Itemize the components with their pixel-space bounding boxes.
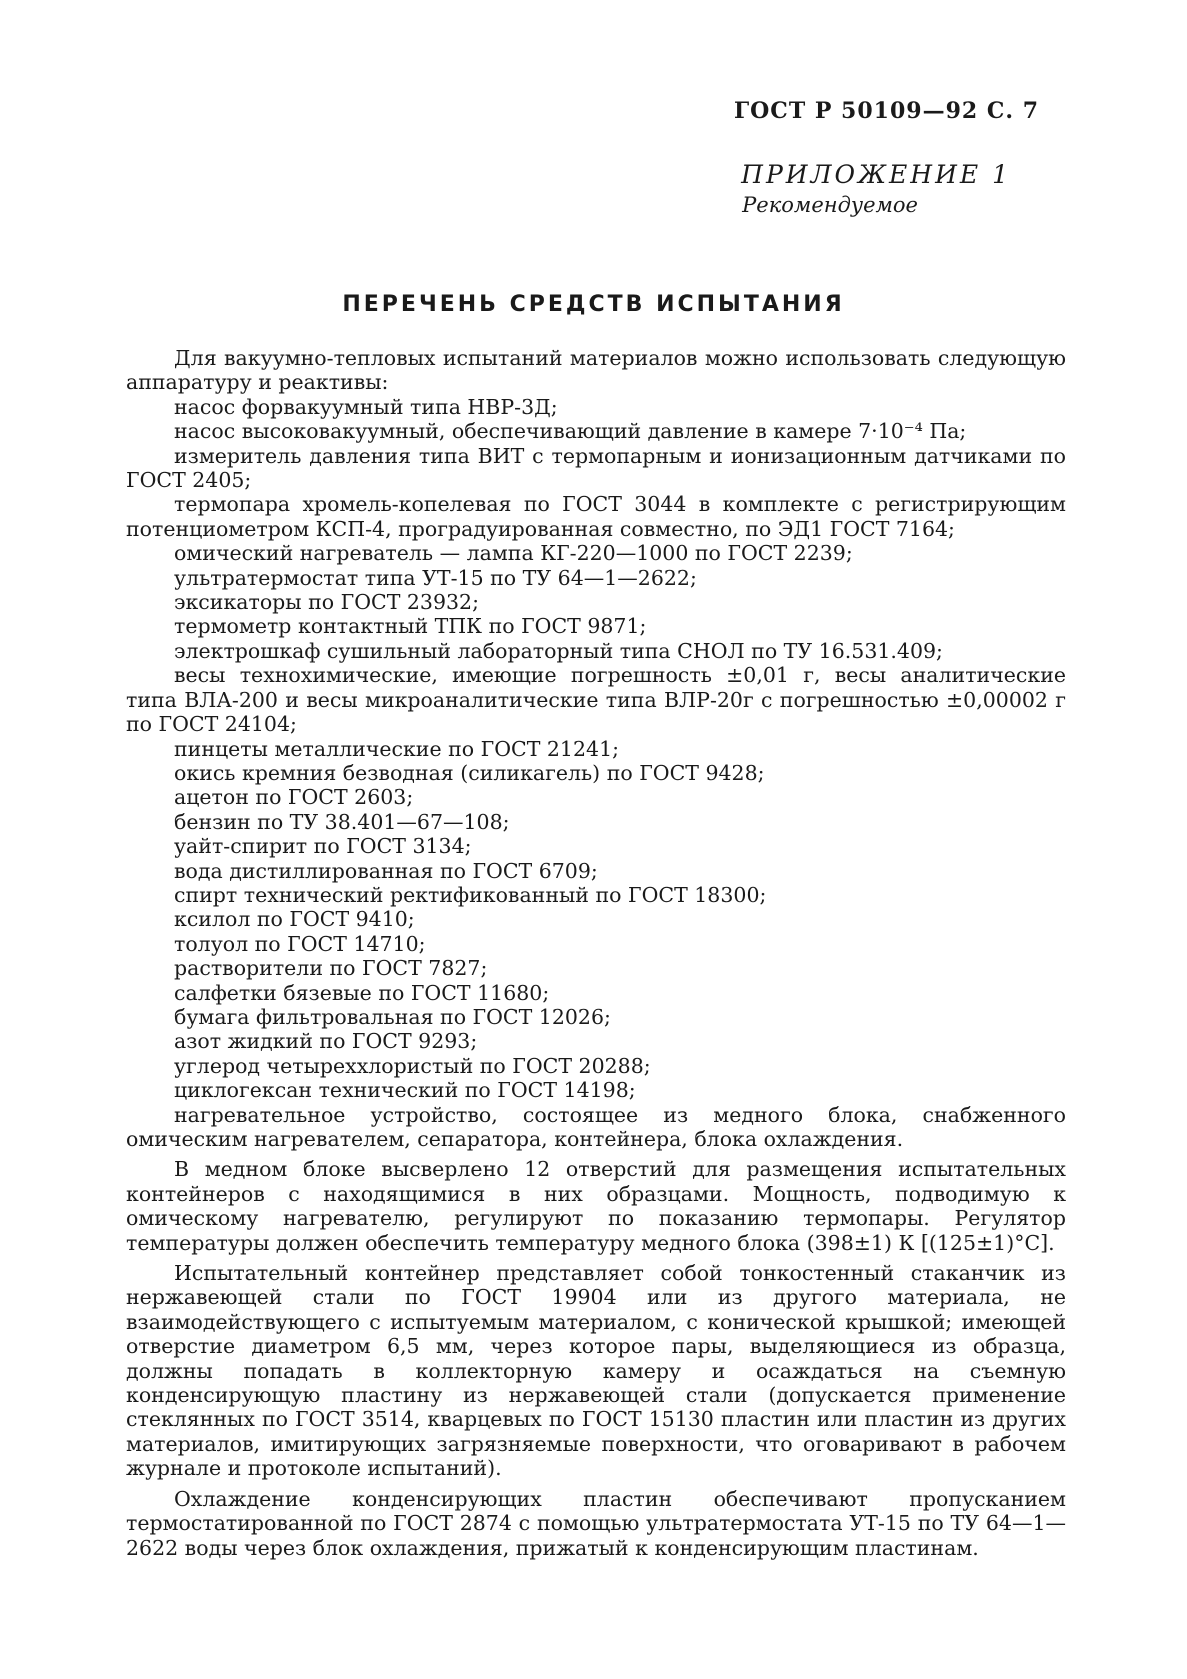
list-item: эксикаторы по ГОСТ 23932; — [174, 590, 480, 615]
list-item: термопара хромель-копелевая по ГОСТ 3044 в комплекте с регистрирующим потенциометром КСП-4, проградуированная совместно, по ЭД1 ГОСТ 7164; — [126, 492, 1066, 541]
standard-header: ГОСТ Р 50109—92 С. 7 — [733, 98, 1039, 124]
list-item: растворители по ГОСТ 7827; — [174, 956, 488, 981]
list-item: ксилол по ГОСТ 9410; — [174, 907, 415, 932]
list-item: ультратермостат типа УТ-15 по ТУ 64—1—2622; — [174, 565, 697, 590]
intro-paragraph: Для вакуумно-тепловых испытаний материалов можно использовать следующую аппаратуру и реактивы: — [126, 346, 1066, 395]
list-item: термометр контактный ТПК по ГОСТ 9871; — [174, 614, 647, 639]
list-item: спирт технический ректификованный по ГОСТ 18300; — [174, 882, 767, 907]
list-item: бензин по ТУ 38.401—67—108; — [174, 809, 510, 834]
list-item: весы технохимические, имеющие погрешность ±0,01 г, весы аналитические типа ВЛА-200 и весы микроаналитические типа ВЛР-20г с погрешностью ±0,00002 г по ГОСТ 24104; — [126, 663, 1066, 737]
list-item: салфетки бязевые по ГОСТ 11680; — [174, 980, 550, 1005]
list-item: нагревательное устройство, состоящее из медного блока, снабженного омическим нагревателем, сепаратора, контейнера, блока охлаждения. — [126, 1102, 1066, 1151]
body-paragraph: В медном блоке высверлено 12 отверстий для размещения испытательных контейнеров с находящимися в них образцами. Мощность, подводимую к омическому нагревателю, регулируют по показанию термопары. Регулятор температуры должен обеспечить температуру медного блока (398±1) К [(125±1)°С]. — [126, 1157, 1066, 1255]
document-body — [126, 346, 1066, 1560]
list-item: толуол по ГОСТ 14710; — [174, 931, 426, 956]
list-item: азот жидкий по ГОСТ 9293; — [174, 1029, 478, 1054]
list-item: измеритель давления типа ВИТ с термопарным и ионизационным датчиками по ГОСТ 2405; — [126, 443, 1066, 493]
list-item: окись кремния безводная (силикагель) по ГОСТ 9428; — [174, 760, 765, 785]
list-item: вода дистиллированная по ГОСТ 6709; — [174, 858, 598, 883]
list-item: электрошкаф сушильный лабораторный типа СНОЛ по ТУ 16.531.409; — [174, 638, 943, 663]
list-item: циклогексан технический по ГОСТ 14198; — [174, 1078, 636, 1103]
appendix-block — [741, 160, 1011, 217]
list-item: пинцеты металлические по ГОСТ 21241; — [174, 736, 620, 761]
list-item: омический нагреватель — лампа КГ-220—1000 по ГОСТ 2239; — [174, 541, 853, 566]
list-item: бумага фильтровальная по ГОСТ 12026; — [174, 1004, 611, 1029]
list-item: ацетон по ГОСТ 2603; — [174, 785, 414, 810]
list-item: уайт-спирит по ГОСТ 3134; — [174, 834, 472, 859]
document-title: ПЕРЕЧЕНЬ СРЕДСТВ ИСПЫТАНИЯ — [342, 292, 845, 317]
list-item: насос форвакуумный типа НВР-3Д; — [174, 394, 558, 419]
body-paragraph: Испытательный контейнер представляет собой тонкостенный стаканчик из нержавеющей стали по ГОСТ 19904 или из другого материала, не взаимодействующего с испытуемым материалом, с конической крышкой; имеющей отверстие диаметром 6,5 мм, через которое пары, выделяющиеся из образца, должны попадать в коллекторную камеру и осаждаться на съемную конденсирующую пластину из нержавеющей стали (допускается применение стеклянных по ГОСТ 3514, кварцевых по ГОСТ 15130 пластин или пластин из других материалов, имитирующих загрязняемые поверхности, что оговаривают в рабочем журнале и протоколе испытаний). — [126, 1261, 1066, 1481]
appendix-subtitle: Рекомендуемое — [742, 193, 918, 217]
list-item: углерод четыреххлористый по ГОСТ 20288; — [174, 1053, 651, 1078]
appendix-title: ПРИЛОЖЕНИЕ 1 — [741, 160, 1011, 189]
body-paragraph: Охлаждение конденсирующих пластин обеспечивают пропусканием термостатированной по ГОСТ 2874 с помощью ультратермостата УТ-15 по ТУ 64—1—2622 воды через блок охлаждения, прижатый к конденсирующим пластинам. — [126, 1486, 1066, 1560]
list-item: насос высоковакуумный, обеспечивающий давление в камере 7·10⁻⁴ Па; — [174, 419, 967, 444]
